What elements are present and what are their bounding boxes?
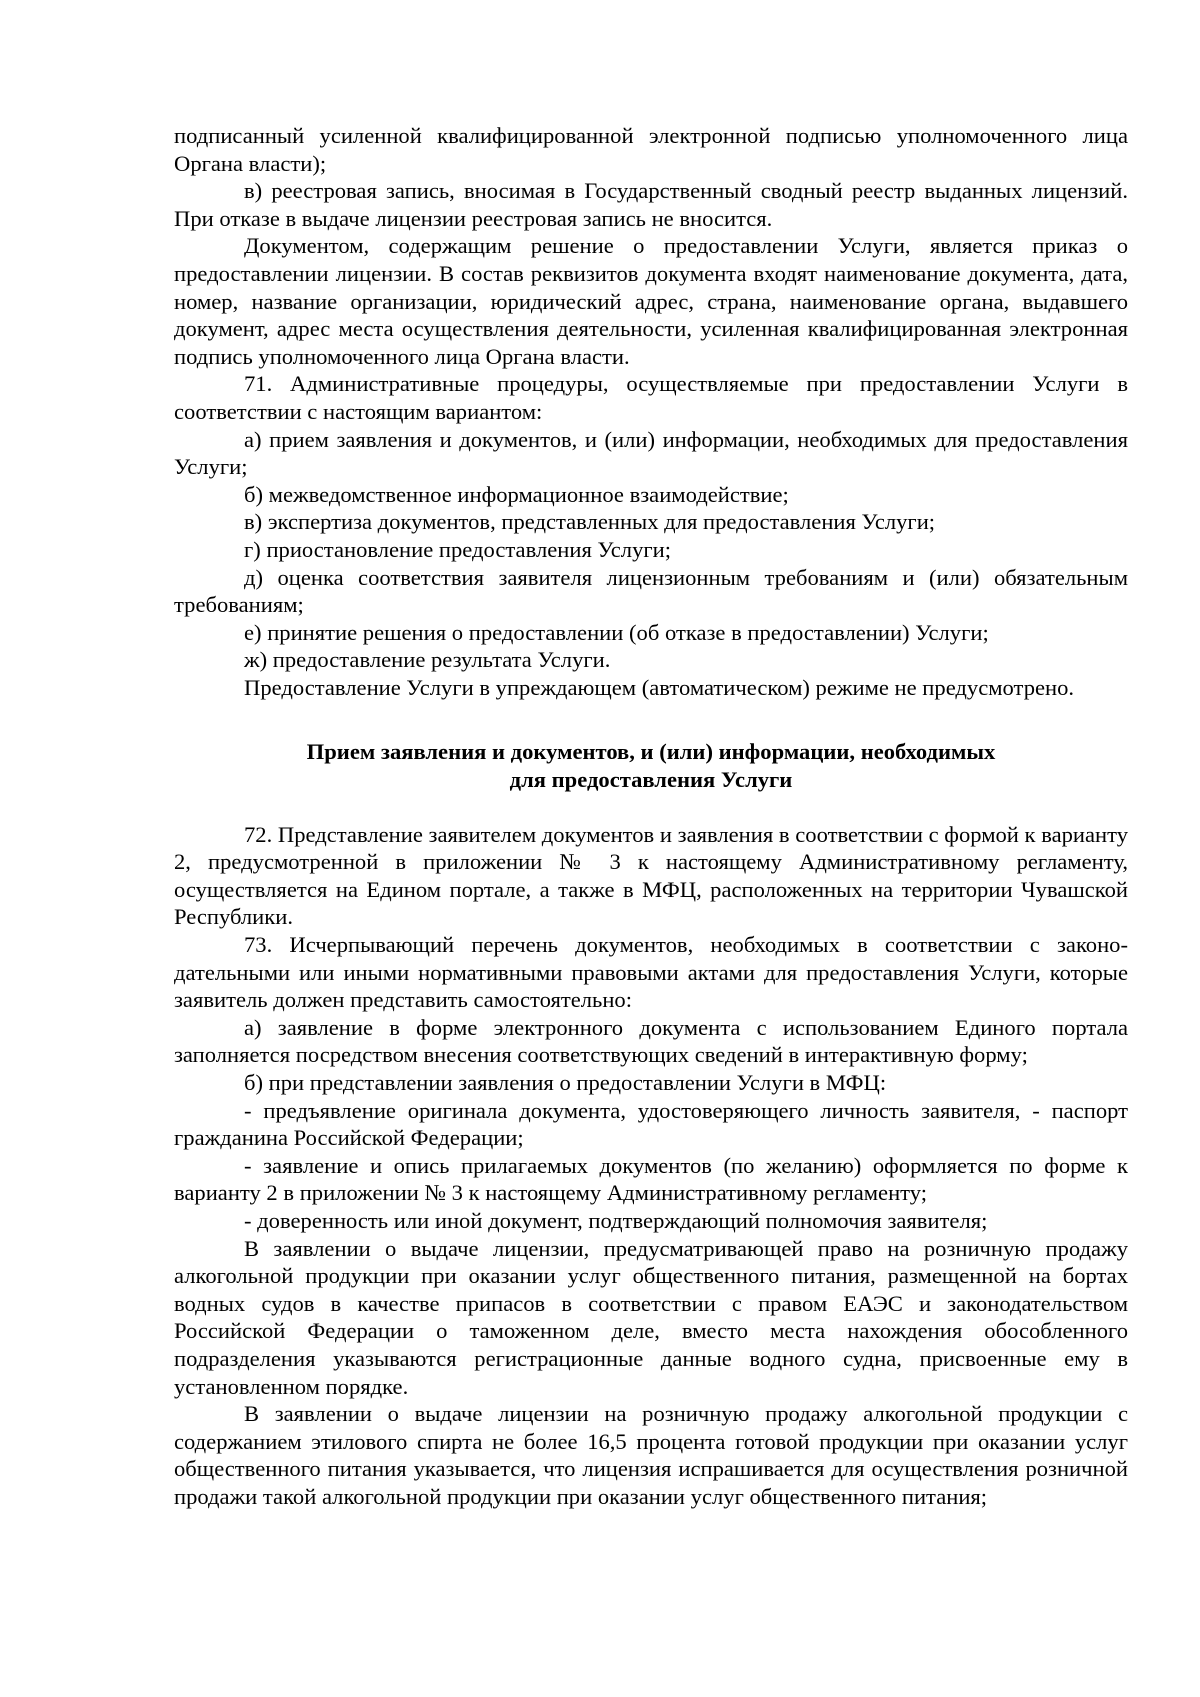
paragraph-registry-entry: в) реестровая запись, вносимая в Государственный сводный реестр выданных лицензий. При отказе в выдаче лицензии реестровая запись не вносится. [174,178,1128,231]
list-item-71f: е) принятие решения о предоставлении (об отказе в предоставлении) Услуги; [244,619,989,645]
list-item-dash-power-of-attorney: - доверенность или иной документ, подтверждающий полномочия заявителя; [244,1207,988,1233]
list-item-dash-application: - заявление и опись прилагаемых документов (по желанию) оформляется по форме к варианту 2 в приложении № 3 к настоящему Административному регламенту; [174,1152,1128,1206]
section-heading [174,738,1128,793]
section-heading-line1: Прием заявления и документов, и (или) информации, необходимых [306,739,996,765]
paragraph-alcohol-license: В заявлении о выдаче лицензии на розничную продажу алкогольной продукции с содержанием этилового спирта не более 16,5 процента готовой продукции при оказании услуг общественного питания указывается, что лицензия испрашивается для осуществления розничной продажи такой алкогольной продукции при оказании услуг общественного питания; [174,1401,1128,1509]
list-item-71a: а) прием заявления и документов, и (или) информации, необходимых для предоставления Услуги; [174,426,1128,480]
paragraph-item-72: 72. Представление заявителем документов и заявления в соответствии с формой к варианту 2, предусмотренной в приложении № 3 к настоящему Административному регламенту, осуществляется на Едином портале, а также в МФЦ, расположенных на территории Чувашской Республики. [174,821,1128,930]
paragraph-item-71: 71. Административные процедуры, осуществляемые при предоставлении Услуги в соответствии с настоящим вариантом: [174,371,1128,424]
paragraph-decision-document: Документом, содержащим решение о предоставлении Услуги, является приказ о предоставлении лицензии. В состав реквизитов документа входят наименование документа, дата, номер, название организации, юридический адрес, страна, наименование органа, выдавшего документ, адрес места осуществления деятельности, усиленная квалифицированная электронная подпись уполномоченного лица Органа власти. [174,233,1128,369]
list-item-71g: ж) предоставление результата Услуги. [244,647,611,673]
list-item-73b: б) при представлении заявления о предоставлении Услуги в МФЦ: [244,1070,887,1095]
list-item-71d: г) приостановление предоставления Услуги; [244,536,671,562]
list-item-71c: в) экспертиза документов, представленных для предоставления Услуги; [244,509,936,535]
list-item-73a: а) заявление в форме электронного документа с использованием Единого портала заполняется посредством внесения соответствующих сведений в интерактивную форму; [174,1014,1128,1068]
list-item-71b: б) межведомственное информационное взаимодействие; [244,481,789,507]
paragraph-item-73: 73. Исчерпывающий перечень документов, необходимых в соответствии с законодательными или иными нормативными правовыми актами для предоставления Услуги, которые заявитель должен представить самостоятельно: [174,932,1128,1013]
document-page [174,122,1128,1511]
paragraph-vessel-license: В заявлении о выдаче лицензии, предусматривающей право на розничную продажу алкогольной продукции при оказании услуг общественного питания, размещенной на бортах водных судов в качестве припасов в соответствии с правом ЕАЭС и законодательством Российской Федерации о таможенном деле, вместо места нахождения обособленного подразделения указываются регистрационные данные водного судна, присвоенные ему в установленном порядке. [174,1235,1128,1399]
list-item-dash-passport: - предъявление оригинала документа, удостоверяющего личность заявителя, - паспорт гражданина Российской Федерации; [174,1097,1128,1151]
paragraph-proactive-mode: Предоставление Услуги в упреждающем (автоматическом) режиме не предусмотрено. [244,674,1075,700]
list-item-71e: д) оценка соответствия заявителя лицензионным требованиям и (или) обязательным требованиям; [174,564,1128,618]
section-heading-line2: для предоставления Услуги [509,767,793,793]
paragraph-continuation: подписанный усиленной квалифицированной электронной подписью уполномоченного лица Органа власти); [174,123,1128,176]
